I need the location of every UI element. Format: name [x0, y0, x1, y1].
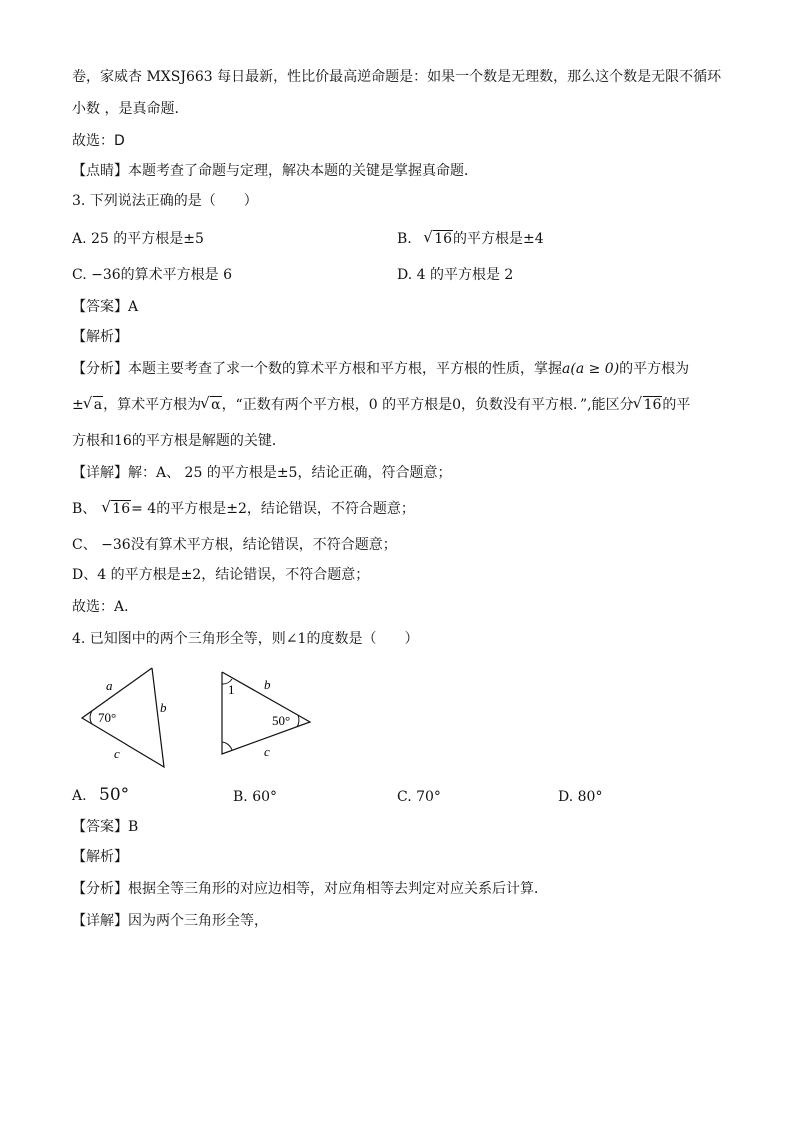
- q3-jiexi: 【解析】: [72, 329, 128, 345]
- question-4: 4. 已知图中的两个三角形全等，则∠1的度数是（ ）: [72, 631, 419, 647]
- question-3: 3. 下列说法正确的是（ ）: [72, 193, 258, 209]
- q4-option-a: [72, 786, 129, 805]
- math-condition: (a ≥ 0): [570, 361, 620, 377]
- analysis-text: 的平: [662, 397, 691, 413]
- text-line-2: 小数 ，是真命题.: [72, 101, 179, 117]
- q4-jiexi: 【解析】: [72, 849, 128, 865]
- q3-detail-b: [72, 500, 415, 518]
- tri1-angle-label: 70°: [98, 710, 117, 725]
- sqrt-symbol: [424, 230, 453, 248]
- note-line: 【点睛】本题考查了命题与定理，解决本题的关键是掌握真命题．: [72, 163, 478, 179]
- q4-detail: 【详解】因为两个三角形全等，: [72, 913, 268, 929]
- q3-answer: 【答案】A: [72, 299, 139, 315]
- q3-detail-a: 【详解】解：A、 25 的平方根是±5，结论正确，符合题意；: [72, 465, 452, 481]
- tri1-label-b: b: [160, 700, 167, 715]
- choice-line: 故选：D: [72, 133, 125, 149]
- detail-text: = 4的平方根是±2，结论错误，不符合题意；: [131, 501, 415, 517]
- tri1-label-c: c: [114, 746, 120, 761]
- q3-option-b-prefix: B.: [397, 231, 412, 247]
- triangles-figure: [72, 662, 332, 774]
- tri2-angle-label: 50°: [272, 713, 291, 728]
- q3-option-b-suffix: 的平方根是±4: [453, 231, 544, 247]
- sqrt-radicand: a: [93, 397, 103, 413]
- triangle-2-right-arc: [297, 715, 299, 727]
- q3-detail-d: D、4 的平方根是±2，结论错误，不符合题意；: [72, 567, 370, 583]
- q3-choose: 故选：A．: [72, 599, 139, 615]
- analysis-text: 的平方根为: [619, 361, 690, 377]
- text-line-1: 卷，家威杏 MXSJ663 每日最新，性比价最高逆命题是：如果一个数是无理数，那么这个数是无限不循环: [72, 69, 722, 85]
- q4-option-d: D. 80°: [558, 789, 603, 805]
- q3-option-d: D. 4 的平方根是 2: [397, 267, 514, 283]
- tri2-label-b: b: [264, 677, 271, 692]
- sqrt-symbol: [84, 396, 103, 414]
- sqrt-symbol: [201, 396, 221, 414]
- q3-analysis-line-2: [72, 396, 690, 414]
- q4-option-a-value: 50°: [99, 785, 130, 805]
- sqrt-symbol: [634, 396, 663, 414]
- tri2-label-one: 1: [228, 682, 235, 697]
- triangle-1-angle-arc: [90, 711, 92, 724]
- q4-option-a-label: A.: [72, 788, 87, 804]
- sqrt-symbol: [102, 500, 131, 518]
- q4-answer: 【答案】B: [72, 819, 139, 835]
- q4-option-b: B. 60°: [233, 789, 278, 805]
- q4-analysis: 【分析】根据全等三角形的对应边相等，对应角相等去判定对应关系后计算．: [72, 881, 548, 897]
- analysis-text: ，“正数有两个平方根，0 的平方根是0，负数没有平方根．”,能区分: [221, 397, 634, 413]
- sqrt-radicand: α: [211, 397, 221, 413]
- analysis-text: ，算术平方根为: [103, 397, 202, 413]
- q3-option-c: C. −36的算术平方根是 6: [72, 267, 233, 283]
- q4-option-c: C. 70°: [397, 789, 441, 805]
- tri1-label-a: a: [106, 678, 113, 693]
- sqrt-radicand: 16: [112, 501, 131, 517]
- plus-minus: ±: [72, 397, 84, 413]
- math-var: a: [562, 361, 571, 377]
- q3-analysis-line-3: 方根和16的平方根是解题的关键．: [72, 433, 286, 449]
- triangle-2-bottom-arc: [222, 742, 232, 750]
- triangle-1: [82, 668, 164, 767]
- sqrt-radicand: 16: [643, 397, 662, 413]
- detail-prefix: B、: [72, 501, 97, 517]
- q3-option-b: [397, 230, 544, 248]
- q3-analysis-line-1: [72, 360, 689, 378]
- tri2-label-c: c: [264, 744, 270, 759]
- sqrt-radicand: 16: [434, 231, 453, 247]
- q3-option-a: A. 25 的平方根是±5: [72, 231, 204, 247]
- analysis-text: 【分析】本题主要考查了求一个数的算术平方根和平方根，平方根的性质，掌握: [72, 361, 562, 377]
- q3-detail-c: C、 −36没有算术平方根，结论错误，不符合题意；: [72, 537, 397, 553]
